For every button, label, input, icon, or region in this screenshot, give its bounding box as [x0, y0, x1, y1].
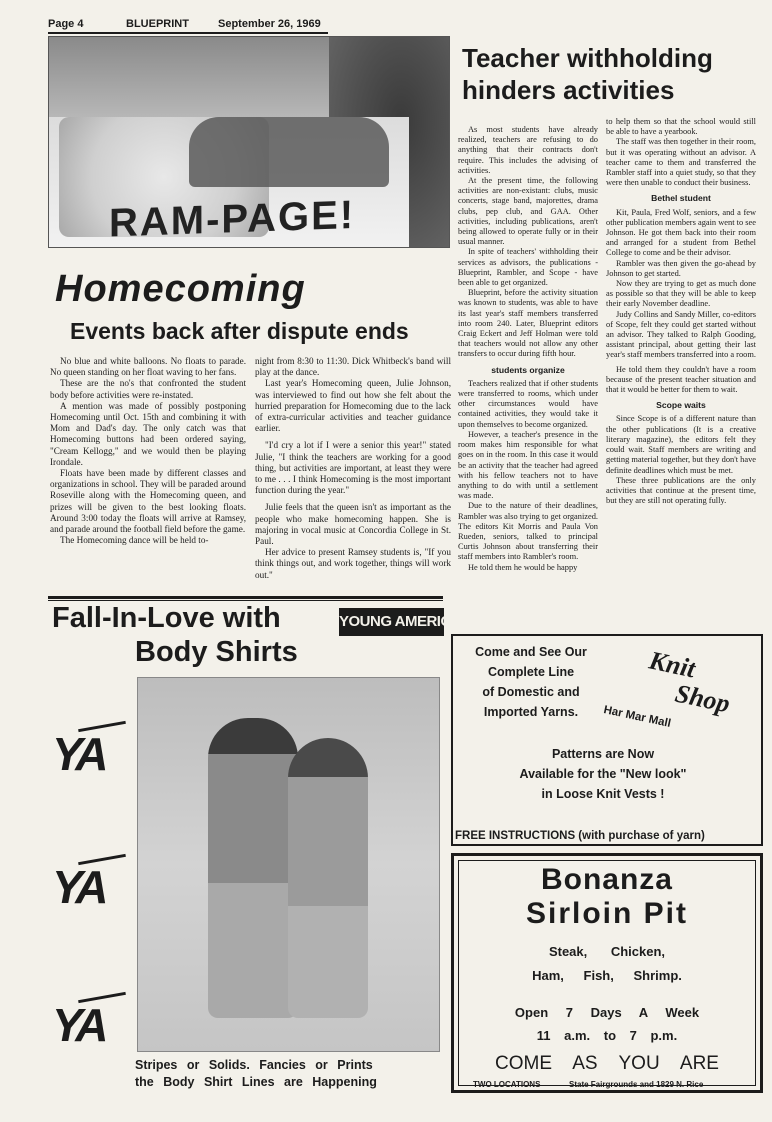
subhead-bethel-student: Bethel student: [651, 193, 711, 204]
knit-shop-logo-knit: Knit: [646, 645, 698, 684]
paragraph: Teachers realized that if other students were transferred to rooms, which under other circumstances would have contained activities, they would take it upon themselves to become organized.: [458, 378, 598, 429]
paragraph: No blue and white balloons. No floats to parade. No queen standing on her float waving to her fans.: [50, 356, 246, 378]
ad-caption: [135, 1057, 445, 1091]
issue-date: September 26, 1969: [218, 18, 321, 30]
paragraph: Now they are trying to get as much done as possible so that they will be able to keep their early November deadline.: [606, 279, 756, 309]
knit-ad-patterns: [453, 744, 753, 804]
bonanza-slogan: COME AS YOU ARE: [495, 1053, 719, 1074]
knit-ad-line: Complete Line: [487, 665, 575, 679]
ad-headline-line1: Fall-In-Love with: [52, 602, 281, 634]
knit-ad-line: of Domestic and: [482, 685, 580, 699]
bonanza-ad: [451, 853, 763, 1093]
homecoming-float-photo: [48, 36, 450, 248]
knit-ad-line: Come and See Our: [475, 645, 587, 659]
ya-logo-icon: YA: [52, 861, 105, 913]
teacher-column-2: [606, 117, 756, 506]
paragraph: Rambler was then given the go-ahead by Johnson to get started.: [606, 258, 756, 278]
homecoming-subhead: Events back after dispute ends: [70, 318, 409, 344]
paragraph: Julie feels that the queen isn't as important as the people who make homecoming happen. She is majoring in vocal music at Concordia College in St. Paul.: [255, 502, 451, 547]
subhead-scope-waits: Scope waits: [656, 400, 706, 411]
paragraph: These are the no's that confronted the student body before activities were re-instated.: [50, 378, 246, 400]
ad-caption-line2: the Body Shirt Lines are Happening: [135, 1075, 377, 1089]
model-figure-man: [208, 718, 298, 1018]
homecoming-column-2: [255, 356, 451, 581]
teacher-column-1: [458, 125, 598, 573]
paragraph: The Homecoming dance will be held to-: [60, 535, 209, 546]
paragraph: The staff was then together in their room, but it was operating without an advisor. A teacher came to them and transferred the Rambler staff into a quiet study, so that they were then unable to conduct their business.: [606, 137, 756, 188]
masthead: [48, 14, 448, 34]
paragraph: "I'd cry a lot if I were a senior this year!" stated Julie, "I think the teachers are working for a good thing, but activities are important, at least they were to me . . . I think Homecoming is the most important function during the year.": [255, 440, 451, 496]
knit-free-instructions: FREE INSTRUCTIONS (with purchase of yarn): [455, 830, 705, 842]
paragraph: Her advice to present Ramsey students is, "If you think things out, and work together, things will work out.": [255, 547, 451, 580]
float-sign: RAM-PAGE!: [109, 192, 356, 246]
section-divider-thin: [48, 600, 443, 601]
homecoming-headline: Homecoming: [55, 268, 306, 310]
bonanza-locations: State Fairgrounds and 1829 N. Rice: [569, 1080, 704, 1089]
paragraph: Since Scope is of a different nature than the other publications (It is a creative literary magazine), the editors felt they could wait. Staff members are writing and getting material together, but they don't have definite deadlines which must be met.: [606, 414, 756, 475]
bonanza-hours-line2: 11 a.m. to 7 p.m.: [536, 1028, 678, 1043]
paragraph: to help them so that the school would still be able to have a yearbook.: [606, 117, 756, 137]
subhead-students-organize: students organize: [491, 364, 565, 375]
paragraph: Judy Collins and Sandy Miller, co-editors of Scope, felt they could get started without an advisor. They talked to Ralph Gooding, assistant principal, about getting their last year's staff members transferred into a room.: [606, 309, 756, 360]
paragraph: Last year's Homecoming queen, Julie Johnson, was interviewed to find out how she felt about the hurried preparation for Homecoming due to the lack of extra-curricular activities and teacher guidance earlier.: [255, 378, 451, 434]
section-divider: [48, 596, 443, 599]
knit-pattern-line: in Loose Knit Vests !: [541, 787, 665, 801]
paragraph: As most students have already realized, teachers are refusing to do anything that their contracts don't require. This includes the advising of activities.: [458, 125, 598, 175]
teacher-headline: Teacher withholding hinders activities: [462, 43, 713, 105]
body-shirts-photo: [137, 677, 440, 1052]
paragraph: At the present time, the following activities are non-existant: clubs, music concerts, stage band, majorettes, drama clubs, pep club, and GAA. Other activities, including publications, aren't being allowed to operate fully or in their usual manner.: [458, 176, 598, 247]
paragraph: However, a teacher's presence in the room makes him responsible for what goes on in the room. In this case it would be an activity that the teacher had agreed with his fellow teachers not to have anything to do with until a settlement was made.: [458, 429, 598, 501]
paragraph: A mention was made of possibly postponing Homecoming until Oct. 15th and combining it with Mom and Dad's day. The only catch was that Homecoming buttons had been ordered saying, "Cream Kellogg," and we would then be playing Irondale.: [50, 400, 246, 467]
ad-caption-line1: Stripes or Solids. Fancies or Prints: [135, 1058, 373, 1072]
paragraph: In spite of teachers' withholding their services as advisors, the publications - Blueprint, Rambler, and Scope - have been able to get organized.: [458, 247, 598, 288]
ya-logo-icon: YA: [52, 728, 105, 780]
knit-shop-location: Har Mar Mall: [602, 704, 672, 730]
paragraph: These three publications are the only activities that continue at the present time, but they are still not operating fully.: [606, 475, 756, 506]
paragraph: Blueprint, before the activity situation was known to students, was able to have its last year's staff members transferred into room 240. Later, Blueprint editors Craig Eckert and Jeff Holman were told that teachers would not allow any other transfers to occur during fifth hour.: [458, 288, 598, 359]
paragraph: Due to the nature of their deadlines, Rambler was also trying to get organized. The editors Kit Morris and Paula Von Rueden, seniors, talked to principal Curtis Johnson about transferring their staff members into Rambler's room.: [458, 501, 598, 562]
young-america-badge: YOUNG AMERICA: [339, 608, 444, 636]
photo-people: [189, 117, 389, 187]
knit-ad-line: Imported Yarns.: [483, 705, 579, 719]
bonanza-menu-line1: Steak, Chicken,: [548, 944, 666, 959]
knit-pattern-line: Patterns are Now: [551, 747, 655, 761]
knit-shop-ad: [451, 634, 763, 846]
paragraph: Floats have been made by different classes and organizations in school. They will be paraded around Roseville along with the Homecoming queen, and prizes will be given to the best looking floats. Around 3:00 today the floats will arrive at Ramsey, and parade around the football field before the game.: [50, 468, 246, 535]
knit-ad-intro: [461, 642, 601, 722]
bonanza-name-line1: Bonanza: [540, 863, 673, 896]
model-figure-woman: [288, 738, 368, 1018]
bonanza-ad-inner: [458, 860, 756, 1089]
bonanza-name-line2: Sirloin Pit: [525, 897, 688, 930]
knit-shop-logo-shop: Shop: [672, 678, 733, 719]
paragraph: He told them he would be happy: [468, 562, 578, 572]
paper-name: BLUEPRINT: [126, 18, 189, 30]
page-number: Page 4: [48, 18, 84, 30]
paragraph: He told them they couldn't have a room because of the present teacher situation and that it would be better for them to wait.: [606, 364, 756, 395]
bonanza-menu-line2: Ham, Fish, Shrimp.: [532, 968, 682, 983]
knit-pattern-line: Available for the "New look": [519, 767, 687, 781]
ya-logo-icon: YA: [52, 999, 105, 1051]
homecoming-column-1: [50, 356, 246, 546]
masthead-rule: [48, 32, 328, 34]
ad-headline-line2: Body Shirts: [135, 636, 298, 668]
bonanza-locations-label: TWO LOCATIONS: [473, 1080, 541, 1089]
paragraph: Kit, Paula, Fred Wolf, seniors, and a few other publication members again went to see Johnson. He got them back into their room and arranged for a student from Bethel College to come and be their advisor.: [606, 207, 756, 258]
bonanza-hours-line1: Open 7 Days A Week: [514, 1005, 700, 1020]
paragraph: night from 8:30 to 11:30. Dick Whitbeck's band will play at the dance.: [255, 356, 451, 378]
